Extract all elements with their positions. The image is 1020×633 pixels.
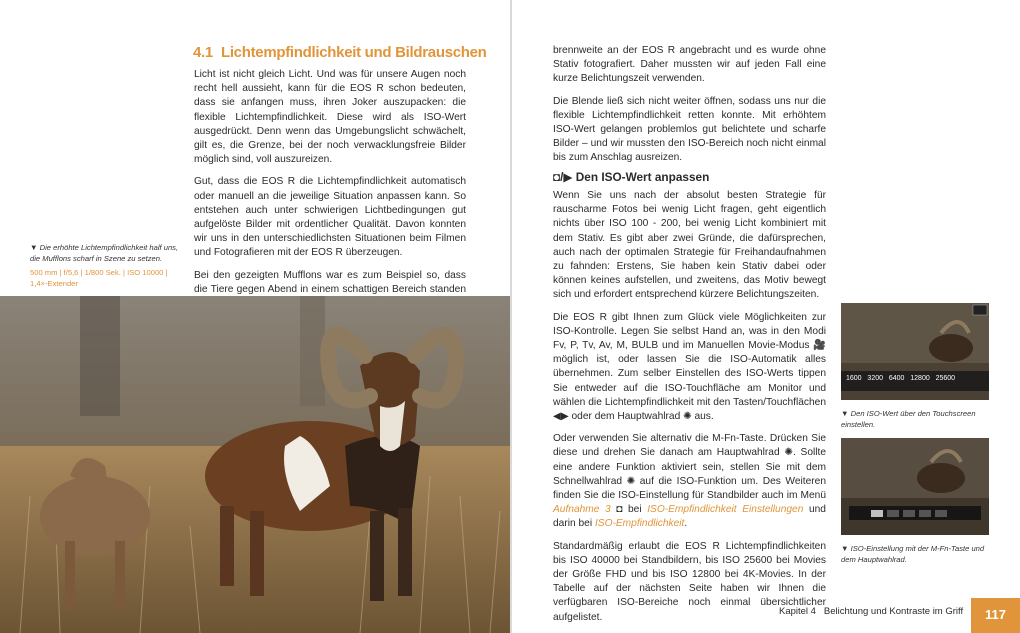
mouflon-illustration <box>0 296 510 633</box>
iso-value[interactable]: 3200 <box>867 375 883 382</box>
paragraph: Die Blende ließ sich nicht weiter öffnen, sodass uns nur die flexible Lichtempfindlichkeit retten konnte. Mit erhöhtem ISO-Wert gelangen problemlos gut belichtete und scharfe Bilder – und wir mussten den ISO-Bereich noch nicht einmal bis zum Anschlag ausreizen. <box>553 95 826 164</box>
section-title: Lichtempfindlichkeit und Bildrauschen <box>220 44 487 61</box>
caption-text: ▼ Die erhöhte Lichtempfindlichkeit half uns, die Mufflons scharf in Szene zu setzen. <box>30 243 179 263</box>
camera-screen-illustration <box>841 438 989 535</box>
iso-value[interactable]: 25600 <box>935 375 956 382</box>
footer-title: Belichtung und Kontraste im Griff <box>823 606 964 617</box>
mouflon-photo <box>0 296 510 633</box>
main-dial-icon: ✺ <box>784 447 793 459</box>
touchscreen-iso-screenshot <box>841 303 989 400</box>
menu-ref-aufnahme: Aufnahme 3 <box>553 504 611 516</box>
left-text-column <box>194 68 466 333</box>
right-text-bottom <box>553 189 826 633</box>
mfn-iso-screenshot <box>841 438 989 535</box>
p5-f: . <box>684 518 688 530</box>
right-text-top <box>553 44 826 174</box>
p4-a: Die EOS R gibt Ihnen zum Glück viele Möglichkeiten zur ISO-Kontrolle. Legen Sie selbst Hand an, was in den Modi Fv, P, Tv, Av, M, BULB und im Manuellen Movie-Modus <box>553 311 826 352</box>
camera-movie-icon: ◘/▶ <box>553 170 576 184</box>
section-number: 4.1 <box>193 44 213 61</box>
paragraph <box>553 432 826 531</box>
subheading <box>553 170 709 184</box>
subheading-text: Den ISO-Wert anpassen <box>575 170 710 184</box>
footer-chapter: Kapitel 4 <box>779 606 816 617</box>
paragraph: brennweite an der EOS R angebracht und es wurde ohne Stativ fotografiert. Daher mussten wir auf jeden Fall eine kurze Belichtungszeit verwenden. <box>553 45 826 85</box>
menu-ref-iso: ISO-Empfindlichkeit <box>594 518 685 530</box>
quick-dial-icon: ✺ <box>626 475 636 487</box>
photo-caption <box>30 243 180 289</box>
main-dial-icon: ✺ <box>683 411 692 423</box>
page-footer <box>779 606 963 617</box>
page-number: 117 <box>971 598 1020 633</box>
paragraph: Licht ist nicht gleich Licht. Und was für unsere Augen noch recht hell aussieht, kann für die EOS R schon bedeuten, dass sie anfangen muss, ihren Joker auszupacken: die flexible Lichtempfindlichkeit. Diese wird als ISO-Wert ausgedrückt. Denn wenn das Umgebungslicht schwächelt, gilt es, die Grenze, bei der noch verwacklungsfreie Bilder möglich sind, voll auszureizen. <box>194 69 466 166</box>
thumb1-caption: ▼ Den ISO-Wert über den Touchscreen einstellen. <box>841 409 976 429</box>
caption-exif: 500 mm | f/5,6 | 1/800 Sek. | ISO 10000 | 1,4×-Extender <box>30 268 168 288</box>
iso-value[interactable]: 6400 <box>888 375 905 382</box>
p4-b: möglich ist, oder lassen Sie die ISO-Automatik alles übernehmen. Zum selber Einstellen des ISO-Werts tippen Sie entweder auf die ISO-Touchfläche am Monitor und wählen die Lichtempfindlichkeit mit den Tasten/Touchflächen ◀▶ oder dem Hauptwahlrad <box>553 354 826 423</box>
paragraph: Wenn Sie uns nach der absolut besten Strategie für rauscharme Fotos bei wenig Licht fragen, geht eigentlich nichts über ISO 100 - 200, bei wenig Licht kombiniert mit dem Stativ. Es gibt aber zwei Gründe, die dafürsprechen, auch nach der optimalen Strategie für Freihandaufnahmen zu fahnden: Erstens, Sie haben kein Stativ dabei oder können keines aufstellen, und zweitens, das Motiv bewegt sich und erfordert entsprechend kürzere Belichtungszeiten. <box>553 190 826 301</box>
movie-mode-icon: 🎥 <box>813 340 826 352</box>
iso-value[interactable]: 1600 <box>846 375 862 382</box>
iso-value[interactable]: 12800 <box>910 375 930 382</box>
paragraph: Bei den gezeigten Mufflons war es zum Beispiel so, dass die Tiere gegen Abend in einem schattigen Bereich standen <box>194 269 466 295</box>
p5-a: Oder verwenden Sie alternativ die M-Fn-Taste. Drücken Sie diese und drehen Sie danach am Hauptwahlrad <box>553 433 826 459</box>
section-heading <box>193 44 487 61</box>
camera-icon: ◘ <box>616 504 623 516</box>
paragraph: Standardmäßig erlaubt die EOS R Lichtempfindlichkeiten bis ISO 40000 bei Standbildern, bis ISO 25600 bei Movies der Größe FHD und bis ISO 12800 bei 4K-Movies. In der Tabelle auf der nächsten Seite haben wir Ihnen die verfügbaren ISO-Bereiche noch einmal übersichtlicher aufgelistet. <box>553 540 826 623</box>
paragraph: Gut, dass die EOS R die Lichtempfindlichkeit automatisch oder manuell an die jeweilige Situation anpassen kann. So entstehen auch unter schwierigen Lichtbedingungen gut aufgelöste Bilder mit ordentlicher Qualität. Davon konnten wir uns in den unterschiedlichsten Situationen beim Filmen und Fotografieren mit der EOS R überzeugen. <box>194 176 466 259</box>
menu-ref-iso-settings: ISO-Empfindlichkeit Einstellungen <box>647 504 804 516</box>
iso-values-row[interactable] <box>846 375 955 382</box>
p5-c: auf die ISO-Funktion um. Des Weiteren finden Sie die ISO-Einstellung für Standbilder auch im Menü <box>553 475 826 502</box>
thumb2-caption: ▼ ISO-Einstellung mit der M-Fn-Taste und dem Hauptwahlrad. <box>841 544 985 564</box>
p5-d: bei <box>628 504 642 516</box>
camera-screen-illustration <box>841 303 989 400</box>
paragraph <box>553 311 826 425</box>
p5-b: . Sollte eine andere Funktion aktiviert sein, stellen Sie mit dem Schnellwahlrad <box>553 447 827 487</box>
p4-c: aus. <box>694 411 714 423</box>
p5-e: und darin bei <box>553 504 826 530</box>
